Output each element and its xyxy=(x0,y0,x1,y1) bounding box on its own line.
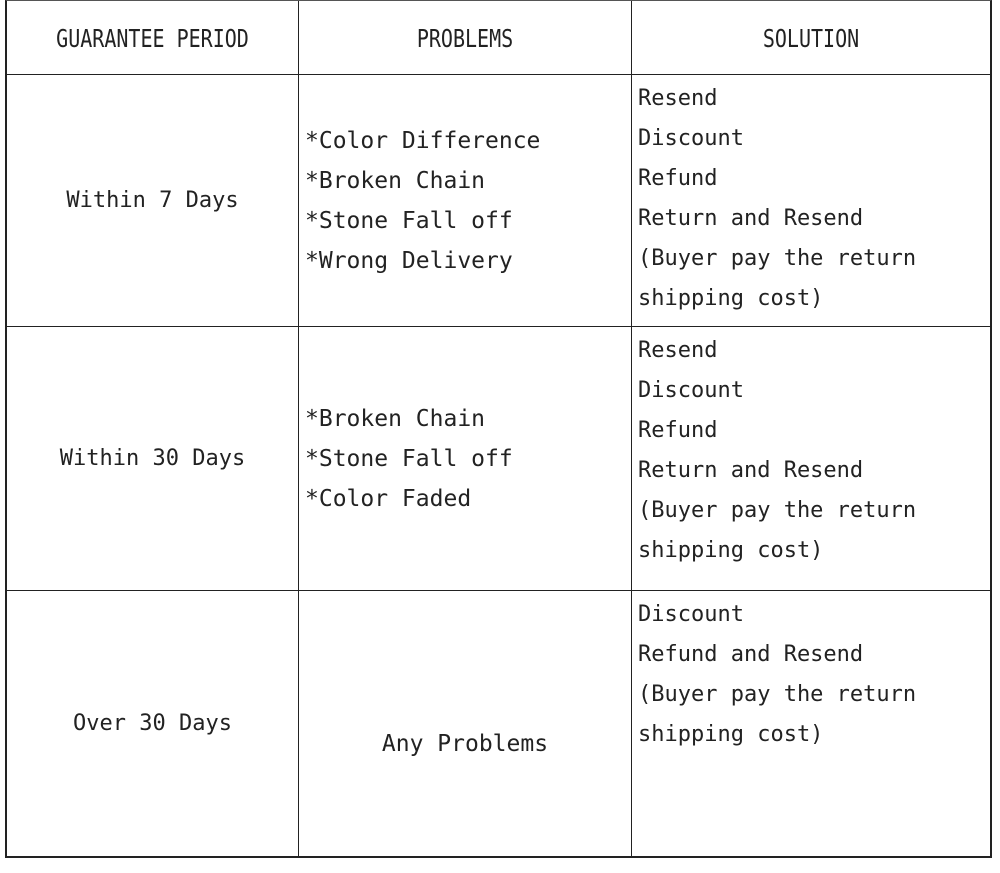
period-cell xyxy=(7,75,299,327)
problem-list xyxy=(305,399,513,519)
solution-item: Return and Resend xyxy=(638,458,864,483)
problem-list xyxy=(382,724,548,764)
problem-item: *Broken Chain xyxy=(305,167,486,194)
period-label: Within 7 Days xyxy=(66,188,239,213)
solution-item: Refund and Resend xyxy=(638,642,864,667)
problem-item: *Wrong Delivery xyxy=(305,247,513,274)
solution-item: Refund xyxy=(638,166,718,191)
solution-item: Resend xyxy=(638,86,718,111)
problems-cell xyxy=(299,75,632,327)
guarantee-table xyxy=(5,0,992,858)
header-cell-period xyxy=(7,1,299,75)
problem-item: *Color Faded xyxy=(305,485,472,512)
problems-cell xyxy=(299,327,632,591)
solution-item: shipping cost) xyxy=(638,538,824,563)
period-cell xyxy=(7,591,299,856)
solution-cell xyxy=(632,591,990,856)
solution-item: Resend xyxy=(638,338,718,363)
header-problems-label: PROBLEMS xyxy=(416,22,514,53)
header-period-label: GUARANTEE PERIOD xyxy=(56,22,249,53)
solution-cell xyxy=(632,327,990,591)
solution-item: shipping cost) xyxy=(638,286,824,311)
problem-item: *Broken Chain xyxy=(305,405,486,432)
solution-item: Return and Resend xyxy=(638,206,864,231)
solution-item: Discount xyxy=(638,378,744,403)
problem-item: *Color Difference xyxy=(305,127,541,154)
header-solution-label: SOLUTION xyxy=(762,22,860,53)
header-cell-solution xyxy=(632,1,990,75)
solution-item: (Buyer pay the return xyxy=(638,246,917,271)
solution-item: Refund xyxy=(638,418,718,443)
period-label: Within 30 Days xyxy=(59,446,246,471)
solution-cell xyxy=(632,75,990,327)
solution-item: (Buyer pay the return xyxy=(638,682,917,707)
problem-item: *Stone Fall off xyxy=(305,207,513,234)
header-cell-problems xyxy=(299,1,632,75)
problems-cell xyxy=(299,591,632,856)
problem-item: *Stone Fall off xyxy=(305,445,513,472)
solution-item: shipping cost) xyxy=(638,722,824,747)
solution-item: (Buyer pay the return xyxy=(638,498,917,523)
problem-item: Any Problems xyxy=(381,730,549,757)
period-label: Over 30 Days xyxy=(73,711,232,736)
solution-list xyxy=(638,331,990,571)
solution-list xyxy=(638,595,990,755)
solution-list xyxy=(638,79,990,319)
problem-list xyxy=(305,121,540,281)
solution-item: Discount xyxy=(638,602,744,627)
solution-item: Discount xyxy=(638,126,744,151)
period-cell xyxy=(7,327,299,591)
